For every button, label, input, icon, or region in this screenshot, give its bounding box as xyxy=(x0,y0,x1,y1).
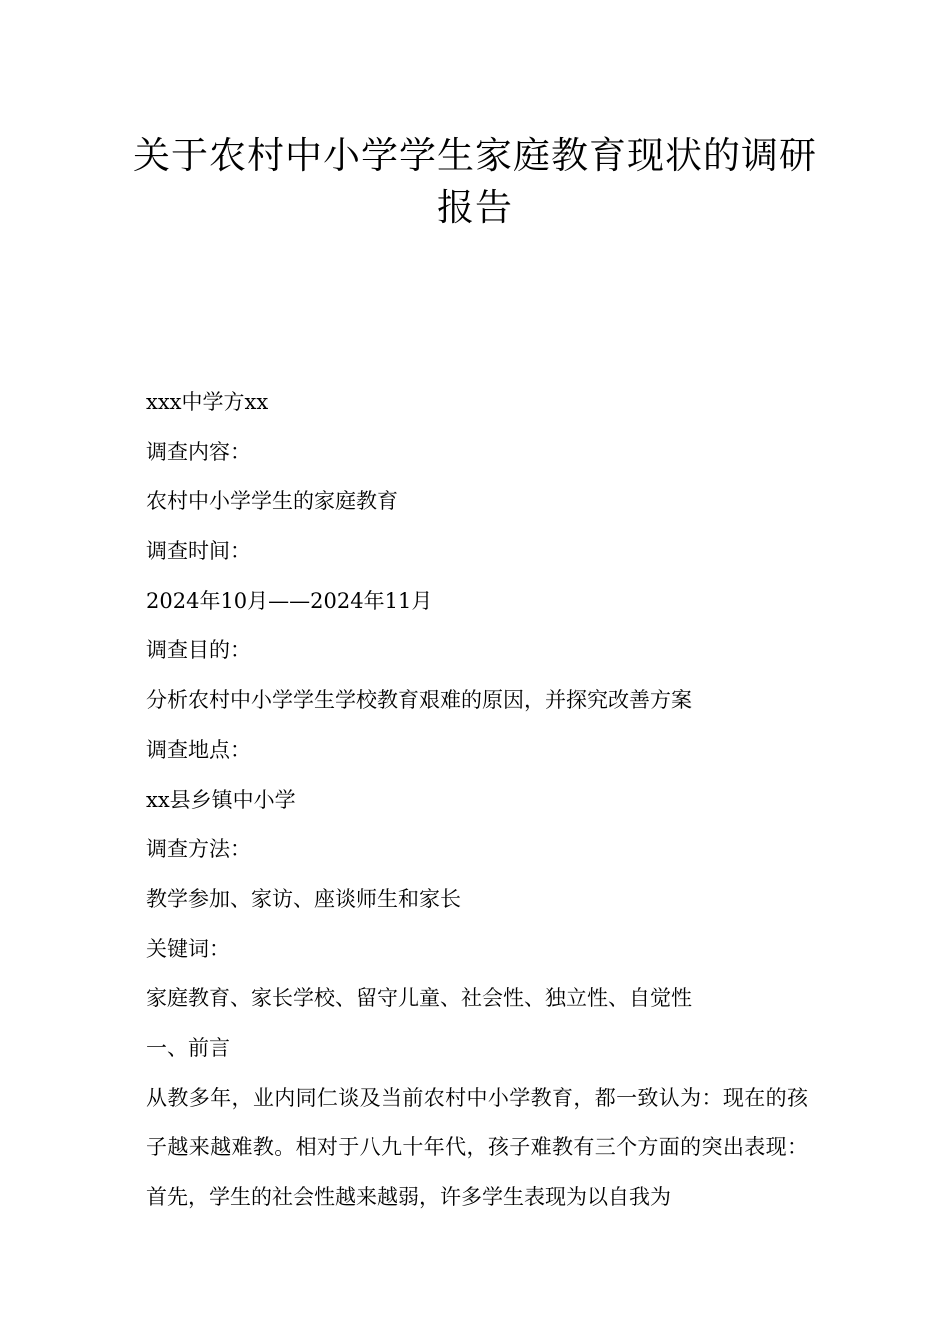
survey-location-label: 调查地点： xyxy=(146,737,251,762)
survey-method-value: 教学参加、家访、座谈师生和家长 xyxy=(146,886,461,911)
survey-time-value: 2024年10月——2024年11月 xyxy=(146,588,433,613)
survey-purpose-label: 调查目的： xyxy=(146,638,251,663)
survey-method-label: 调查方法： xyxy=(146,837,251,862)
keywords-label: 关键词： xyxy=(146,936,230,961)
section-1-paragraph: 从教多年，业内同仁谈及当前农村中小学教育，都一致认为：现在的孩子越来越难教。相对于八九十年代，孩子难教有三个方面的突出表现：首先，学生的社会性越来越弱，许多学生表现为以自我为 xyxy=(146,1085,808,1210)
keywords-value: 家庭教育、家长学校、留守儿童、社会性、独立性、自觉性 xyxy=(146,986,692,1011)
author-line: xxx中学方xx xyxy=(146,390,269,414)
survey-time-label: 调查时间： xyxy=(146,539,251,564)
survey-purpose-value: 分析农村中小学学生学校教育艰难的原因，并探究改善方案 xyxy=(146,688,692,713)
survey-content-value: 农村中小学学生的家庭教育 xyxy=(146,489,398,514)
survey-content-label: 调查内容： xyxy=(146,439,251,464)
section-1-heading: 一、前言 xyxy=(146,1035,230,1060)
survey-location-value: xx县乡镇中小学 xyxy=(146,787,296,812)
document-body xyxy=(146,378,808,1223)
document-title: 关于农村中小学学生家庭教育现状的调研报告 xyxy=(133,134,817,229)
